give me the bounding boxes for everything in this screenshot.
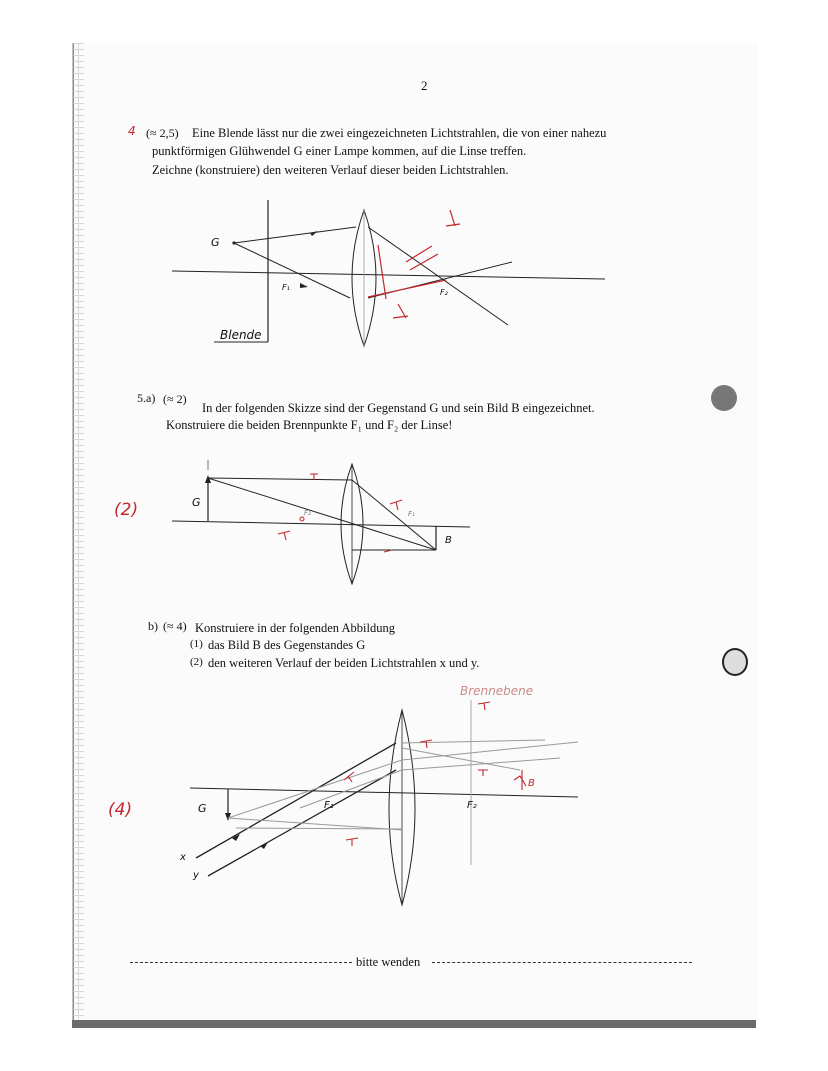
task5a-label-g: G [192, 496, 201, 509]
optical-axis [190, 788, 578, 797]
task5b-label-b: B [528, 778, 535, 789]
task4-line3: Zeichne (konstruiere) den weiteren Verlauf dieser beiden Lichtstrahlen. [152, 163, 509, 177]
task4-line2: punktförmigen Glühwendel G einer Lampe kommen, auf die Linse treffen. [152, 144, 527, 158]
task5a-points: (≈ 2) [163, 392, 187, 406]
task5b-label-f2: F₂ [467, 800, 477, 811]
task4-line1: Eine Blende lässt nur die zwei eingezeichneten Lichtstrahlen, die von einer nahezu [192, 126, 607, 140]
task5a-label-f2: F₂ [304, 509, 311, 517]
task5b-item1: das Bild B des Gegenstandes G [208, 638, 366, 652]
task5a-label-f1: F₁ [408, 510, 415, 518]
task5b-line1: Konstruiere in der folgenden Abbildung [195, 621, 395, 635]
task5b-score: (4) [108, 800, 133, 820]
task4-label-f1: F₁ [282, 283, 290, 292]
task5b-points: (≈ 4) [163, 619, 187, 633]
task4-label-g: G [211, 236, 220, 249]
page-number: 2 [421, 78, 428, 93]
footer-dashes-left [130, 962, 352, 963]
task5b-label-g: G [198, 802, 207, 815]
task5b-label-f1: F₁ [324, 800, 334, 811]
task5b-label-y: y [193, 870, 199, 881]
task5b-mark: b) [148, 619, 158, 633]
task5b-item2: den weiteren Verlauf der beiden Lichtstrahlen x und y. [208, 656, 480, 670]
task5a-label-b: B [445, 535, 452, 546]
footer-text: bitte wenden [356, 955, 421, 969]
task4-label-f2: F₂ [440, 288, 448, 297]
task5b-label-brennebene: Brennebene [460, 684, 534, 698]
task5a-line2: Konstruiere die beiden Brennpunkte F₁ und F₂ der Linse! [166, 418, 453, 432]
task4-mark: 4 [128, 124, 136, 138]
task4-label-blende: Blende [220, 328, 262, 342]
footer-dashes-right [432, 962, 692, 963]
task5a-line1: In der folgenden Skizze sind der Gegenstand G und sein Bild B eingezeichnet. [202, 401, 595, 415]
task5a-mark: 5.a) [137, 391, 156, 405]
ray-x [196, 743, 396, 858]
task5b-label-x: x [180, 852, 186, 863]
task5a-score: (2) [114, 500, 139, 520]
task5b-item2-mark: (2) [190, 656, 203, 668]
task5b-item1-mark: (1) [190, 638, 203, 650]
task4-points: (≈ 2,5) [146, 126, 179, 140]
